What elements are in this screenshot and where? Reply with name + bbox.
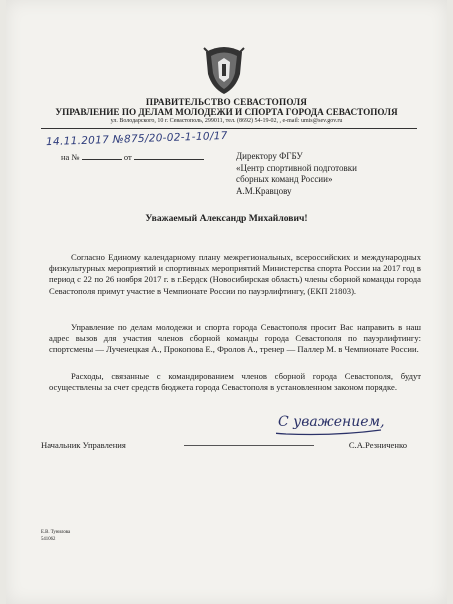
recipient-line: «Центр спортивной подготовки — [236, 162, 357, 173]
org-address: ул. Володарского, 10 г. Севастополь, 299011, тел. (8692) 54-19-02, , e-mail: umis@sev.gov.ru — [110, 118, 343, 124]
paragraph-3: Расходы, связанные с командированием членов сборной города Севастополя, будут осуществлены за счет средств бюджета города Севастополя в установленном законом порядке. — [49, 371, 421, 393]
date-prefix: от — [123, 152, 132, 162]
signer-name: С.А.Резниченко — [348, 440, 407, 450]
executor-footer — [41, 530, 70, 543]
paragraph-1: Согласно Единому календарному плану межрегиональных, всероссийских и международных физкультурных мероприятий и спортивных мероприятий Министерства спорта России на 2017 год в период с 22 по 26 ноября 2017 г. в г.Бердск (Новосибирская область) члены сборной команды города Севастополя примут участие в Чемпионате России по пауэрлифтингу, (ЕКП 21803). — [49, 252, 421, 296]
letter-sheet — [6, 0, 447, 604]
handwritten-registration: 14.11.2017 №875/20-02-1-10/17 — [45, 129, 228, 149]
recipient-block — [236, 151, 436, 197]
number-prefix: на № — [61, 152, 80, 162]
recipient-line: Директору ФГБУ — [236, 151, 303, 161]
sevastopol-coat-of-arms-icon — [202, 44, 246, 96]
signature-line — [184, 445, 314, 446]
org-name-line1: ПРАВИТЕЛЬСТВО СЕВАСТОПОЛЯ — [145, 97, 308, 107]
executor-phone: 541062 — [41, 536, 56, 542]
paragraph-2: Управление по делам молодежи и спорта города Севастополя просит Вас направить в наш адрес вызов для участия членов сборной команды города Севастополя по пауэрлифтингу: спортсмены — Лученецкая А., Прокопова Е., Фролов А., тренер — Паллер М. в Чемпионате России. — [49, 322, 421, 355]
greeting: Уважаемый Александр Михайлович! — [145, 213, 308, 224]
recipient-line: А.М.Кравцову — [236, 185, 292, 196]
signer-title: Начальник Управления — [41, 440, 126, 450]
recipient-line: сборных команд России» — [236, 174, 333, 184]
handwritten-signature — [276, 400, 386, 440]
executor-name: Е.В. Тунилова — [41, 530, 71, 535]
outgoing-number-line — [61, 152, 204, 162]
date-blank — [134, 159, 204, 160]
org-name-line2: УПРАВЛЕНИЕ ПО ДЕЛАМ МОЛОДЕЖИ И СПОРТА ГОРОДА СЕВАСТОПОЛЯ — [55, 107, 398, 117]
handwritten-note: С уважением, — [278, 414, 385, 430]
number-blank — [82, 159, 122, 160]
header-divider — [41, 128, 417, 129]
